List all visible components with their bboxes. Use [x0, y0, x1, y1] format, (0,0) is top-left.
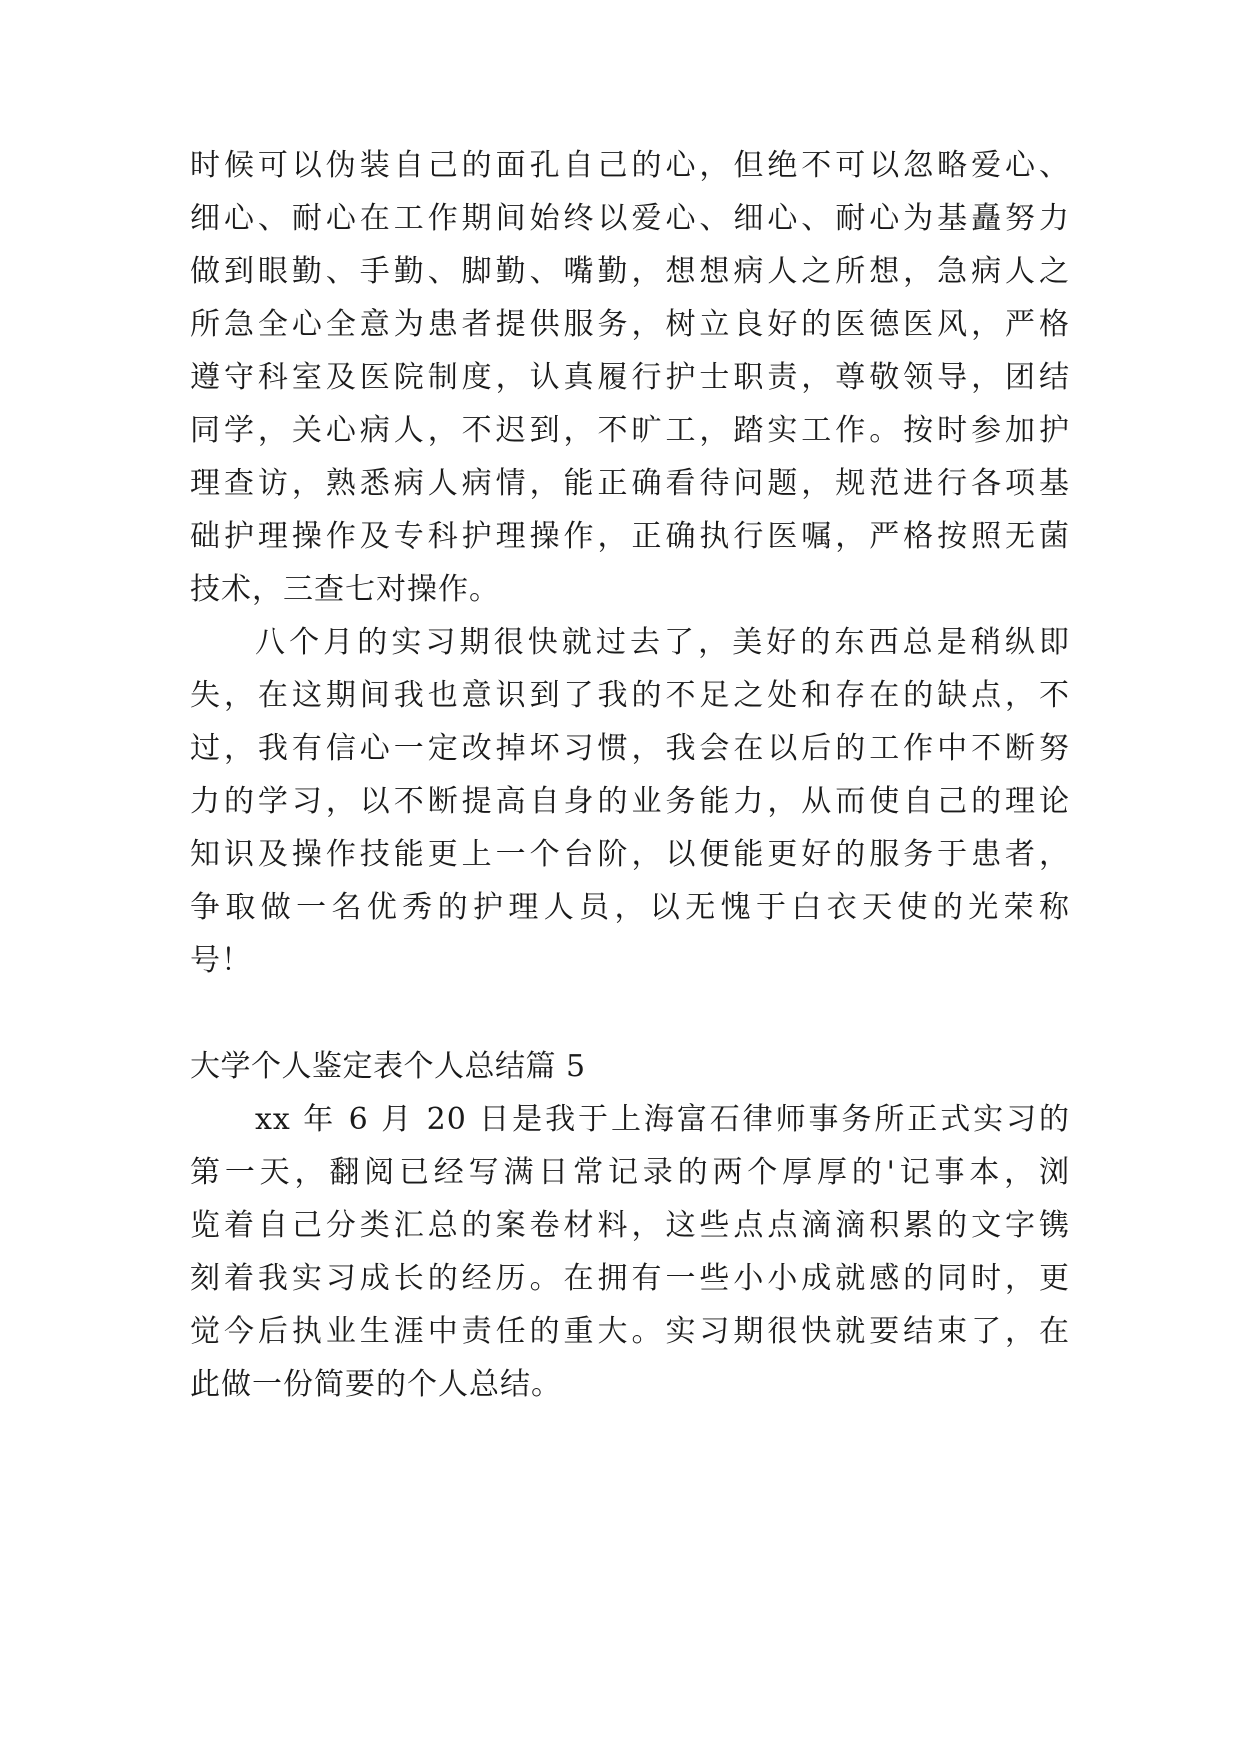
paragraph-3-line-6: 此做一份简要的个人总结。	[190, 1367, 562, 1402]
paragraph-2-line-1: 八个月的实习期很快就过去了，美好的东西总是稍纵即	[255, 625, 1070, 660]
paragraph-1-line-3: 做到眼勤、手勤、脚勤、嘴勤，想想病人之所想，急病人之	[190, 254, 1070, 289]
paragraph-1-line-1: 时候可以伪装自己的面孔自己的心，但绝不可以忽略爱心、	[190, 148, 1070, 183]
paragraph-3-line-1: xx 年 6 月 20 日是我于上海富石律师事务所正式实习的	[255, 1102, 1070, 1137]
paragraph-1-line-7: 理查访，熟悉病人病情，能正确看待问题，规范进行各项基	[190, 466, 1070, 501]
paragraph-1-line-8: 础护理操作及专科护理操作，正确执行医嘱，严格按照无菌	[190, 519, 1070, 554]
paragraph-2-line-5: 知识及操作技能更上一个台阶，以便能更好的服务于患者，	[190, 837, 1070, 872]
paragraph-3-line-4: 刻着我实习成长的经历。在拥有一些小小成就感的同时，更	[190, 1261, 1070, 1296]
paragraph-1-line-6: 同学，关心病人，不迟到，不旷工，踏实工作。按时参加护	[190, 413, 1070, 448]
paragraph-3-line-3: 览着自己分类汇总的案卷材料，这些点点滴滴积累的文字镌	[190, 1208, 1070, 1243]
paragraph-1-line-4: 所急全心全意为患者提供服务，树立良好的医德医风，严格	[190, 307, 1070, 342]
paragraph-1-line-9: 技术，三查七对操作。	[190, 572, 500, 607]
paragraph-2-line-6: 争取做一名优秀的护理人员，以无愧于白衣天使的光荣称	[190, 890, 1070, 925]
paragraph-1-line-2: 细心、耐心在工作期间始终以爱心、细心、耐心为基矗努力	[190, 201, 1070, 236]
paragraph-2-line-4: 力的学习，以不断提高自身的业务能力，从而使自己的理论	[190, 784, 1070, 819]
paragraph-2-line-7: 号！	[190, 943, 252, 978]
paragraph-2-line-2: 失，在这期间我也意识到了我的不足之处和存在的缺点，不	[190, 678, 1070, 713]
paragraph-3-line-2: 第一天，翻阅已经写满日常记录的两个厚厚的'记事本，浏	[190, 1155, 1070, 1190]
section-heading: 大学个人鉴定表个人总结篇 5	[190, 1049, 586, 1084]
paragraph-1-line-5: 遵守科室及医院制度，认真履行护士职责，尊敬领导，团结	[190, 360, 1070, 395]
paragraph-2-line-3: 过，我有信心一定改掉坏习惯，我会在以后的工作中不断努	[190, 731, 1070, 766]
paragraph-3-line-5: 觉今后执业生涯中责任的重大。实习期很快就要结束了，在	[190, 1314, 1070, 1349]
